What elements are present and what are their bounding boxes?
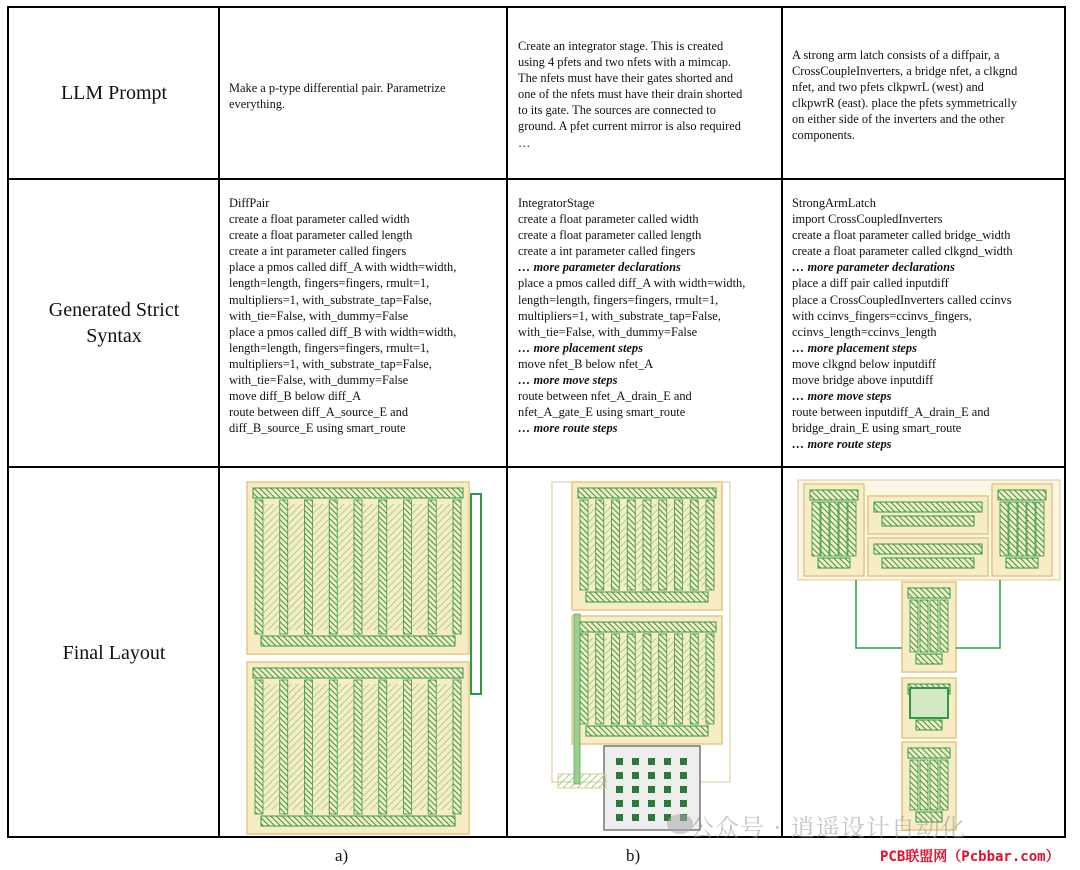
syntax-line: import CrossCoupledInverters <box>792 212 943 227</box>
finger <box>280 500 288 634</box>
watermark: 公众号 · 逍遥设计自动化 <box>690 814 966 842</box>
mimcap-via <box>664 758 671 765</box>
mimcap-via <box>648 814 655 821</box>
mimcap-via <box>680 786 687 793</box>
source-bar <box>882 558 974 568</box>
finger <box>612 500 620 590</box>
finger <box>848 502 856 556</box>
diffusion <box>588 504 596 586</box>
finger <box>706 634 714 724</box>
diffusion <box>604 504 612 586</box>
source-bar <box>818 558 850 568</box>
finger <box>354 680 362 814</box>
diffusion <box>288 684 305 810</box>
syntax-line: … more placement steps <box>792 340 917 355</box>
syntax-line: place a pmos called diff_A with width=width, <box>518 276 746 291</box>
syntax-line: multipliers=1, with_substrate_tap=False, <box>518 308 721 323</box>
finger <box>612 634 620 724</box>
mimcap-via <box>648 800 655 807</box>
row-header-syntax <box>9 180 219 466</box>
finger <box>627 500 635 590</box>
syntax-line: … more move steps <box>792 389 892 404</box>
finger <box>690 634 698 724</box>
mimcap-via <box>648 758 655 765</box>
syntax-line: … more route steps <box>518 421 618 436</box>
gate-bar <box>578 622 716 632</box>
syntax-line: route between nfet_A_drain_E and <box>518 389 692 404</box>
prompt-line: nfet, and two pfets clkpwrL (west) and <box>792 80 984 95</box>
finger <box>675 634 683 724</box>
row-header-layout-text: Final Layout <box>62 642 166 664</box>
diffusion <box>362 504 379 630</box>
syntax-line: bridge_drain_E using smart_route <box>792 421 962 436</box>
column-divider <box>506 8 508 836</box>
gate-bar <box>253 488 463 498</box>
prompt-line: on either side of the inverters and the other <box>792 112 1005 127</box>
syntax-line: … more route steps <box>792 437 892 452</box>
syntax-line: move nfet_B below nfet_A <box>518 356 654 371</box>
gate-bar <box>908 748 950 758</box>
diffusion <box>337 504 354 630</box>
syntax-line: move clkgnd below inputdiff <box>792 356 936 371</box>
prompt-line: using 4 pfets and two nfets with a mimcap. <box>518 55 732 70</box>
syntax-line: place a diff pair called inputdiff <box>792 276 949 291</box>
syntax-line: … more placement steps <box>518 340 643 355</box>
syntax-cell-a <box>229 195 504 436</box>
syntax-line: route between inputdiff_A_drain_E and <box>792 405 990 420</box>
finger <box>379 680 387 814</box>
mimcap-via <box>648 772 655 779</box>
mimcap-via <box>616 786 623 793</box>
diffusion <box>387 684 404 810</box>
syntax-line: move bridge above inputdiff <box>792 373 934 388</box>
route-wire <box>856 580 902 648</box>
finger <box>580 634 588 724</box>
route-wire <box>956 580 1000 648</box>
diffusion <box>313 504 330 630</box>
diffusion <box>288 504 305 630</box>
finger <box>255 680 263 814</box>
finger <box>920 600 928 652</box>
diffusion <box>698 638 706 720</box>
syntax-line: with_tie=False, with_dummy=False <box>518 324 698 339</box>
diffusion <box>436 684 453 810</box>
syntax-line: IntegratorStage <box>518 196 595 210</box>
syntax-line: create a float parameter called length <box>229 228 413 243</box>
finger <box>940 600 948 652</box>
diffusion <box>412 684 429 810</box>
diffusion <box>635 504 643 586</box>
prompt-cell-b <box>518 38 780 151</box>
diffusion <box>588 638 596 720</box>
gate-bar <box>908 588 950 598</box>
row-header-prompt <box>9 8 219 178</box>
diffusion <box>620 504 628 586</box>
row-header-syntax-line: Syntax <box>86 325 142 347</box>
finger <box>305 500 313 634</box>
finger <box>280 680 288 814</box>
prompt-line: Create an integrator stage. This is created <box>518 39 724 53</box>
syntax-line: StrongArmLatch <box>792 196 876 210</box>
diffusion <box>263 684 280 810</box>
mimcap-via <box>632 786 639 793</box>
column-divider <box>781 8 783 836</box>
diffusion <box>313 684 330 810</box>
syntax-line: nfet_A_gate_E using smart_route <box>518 405 686 420</box>
prompt-line: components. <box>792 128 855 143</box>
mimcap-via <box>632 772 639 779</box>
finger <box>812 502 820 556</box>
source-bar <box>1006 558 1038 568</box>
syntax-line: route between diff_A_source_E and <box>229 405 409 420</box>
syntax-line: multipliers=1, with_substrate_tap=False, <box>229 292 432 307</box>
finger <box>580 500 588 590</box>
syntax-line: create a float parameter called length <box>518 228 702 243</box>
prompt-line: CrossCoupleInverters, a bridge nfet, a clkgnd <box>792 64 1018 79</box>
prompt-line: A strong arm latch consists of a diffpair, a <box>792 48 1000 62</box>
syntax-line: … more parameter declarations <box>792 260 955 275</box>
mimcap-via <box>616 772 623 779</box>
prompt-line: The nfets must have their gates shorted and <box>518 71 734 86</box>
syntax-line: ccinvs_length=ccinvs_length <box>792 324 937 339</box>
prompt-line: to its gate. The sources are connected to <box>518 103 716 118</box>
finger <box>596 500 604 590</box>
finger <box>659 634 667 724</box>
finger <box>1036 502 1044 556</box>
prompt-line: ground. A pfet current mirror is also required <box>518 119 741 134</box>
prompt-line: Make a p-type differential pair. Parametrize <box>229 81 446 95</box>
mimcap-via <box>632 814 639 821</box>
syntax-line: DiffPair <box>229 196 270 210</box>
diffusion <box>412 504 429 630</box>
diffusion <box>683 504 691 586</box>
finger <box>329 500 337 634</box>
finger <box>839 502 847 556</box>
diffusion <box>620 638 628 720</box>
row-header-syntax-line: Generated Strict <box>48 299 180 321</box>
finger <box>930 600 938 652</box>
finger <box>930 760 938 810</box>
syntax-line: place a CrossCoupledInverters called ccinvs <box>792 292 1012 307</box>
syntax-line: … more parameter declarations <box>518 260 681 275</box>
finger <box>329 680 337 814</box>
gate-bar <box>578 488 716 498</box>
source-bar <box>261 636 455 646</box>
gate-bar <box>998 490 1046 500</box>
finger <box>428 500 436 634</box>
inputdiff-core <box>910 688 948 718</box>
gate-bar <box>253 668 463 678</box>
finger <box>428 680 436 814</box>
mimcap-via <box>680 772 687 779</box>
finger <box>596 634 604 724</box>
diffusion <box>667 504 675 586</box>
prompt-line: one of the nfets must have their drain shorted <box>518 87 743 102</box>
finger <box>830 502 838 556</box>
finger <box>659 500 667 590</box>
syntax-line: diff_B_source_E using smart_route <box>229 421 406 436</box>
mimcap-via <box>616 800 623 807</box>
gate-bar <box>810 490 858 500</box>
prompt-line: clkpwrR (east). place the pfets symmetrically <box>792 96 1018 111</box>
row-header-prompt-text: LLM Prompt <box>60 82 168 104</box>
mimcap-via <box>664 800 671 807</box>
finger <box>675 500 683 590</box>
finger <box>1018 502 1026 556</box>
syntax-cell-c <box>792 195 1064 453</box>
finger <box>821 502 829 556</box>
syntax-line: create a float parameter called bridge_width <box>792 228 1011 243</box>
prompt-cell-a <box>229 80 504 112</box>
source-bar <box>261 816 455 826</box>
syntax-cell-b <box>518 195 780 436</box>
finger <box>690 500 698 590</box>
syntax-line: place a pmos called diff_B with width=width, <box>229 324 457 339</box>
prompt-line: … <box>518 135 531 150</box>
mimcap-via <box>664 772 671 779</box>
mimcap-via <box>616 814 623 821</box>
finger <box>255 500 263 634</box>
mimcap-via <box>680 758 687 765</box>
source-bar <box>586 726 708 736</box>
finger <box>643 500 651 590</box>
mimcap-via <box>648 786 655 793</box>
diffusion <box>362 684 379 810</box>
source-bar <box>882 516 974 526</box>
syntax-line: with_tie=False, with_dummy=False <box>229 308 409 323</box>
finger <box>627 634 635 724</box>
syntax-line: length=length, fingers=fingers, rmult=1, <box>229 276 430 291</box>
diffusion <box>635 638 643 720</box>
mimcap-via <box>680 800 687 807</box>
site-credit: PCB联盟网（Pcbbar.com） <box>880 849 1060 865</box>
route-wire <box>574 614 580 784</box>
mimcap-via <box>616 758 623 765</box>
diffusion <box>387 504 404 630</box>
finger <box>940 760 948 810</box>
syntax-line: create a int parameter called fingers <box>518 244 696 259</box>
syntax-line: create a int parameter called fingers <box>229 244 407 259</box>
route-wire <box>558 774 606 788</box>
syntax-line: length=length, fingers=fingers, rmult=1, <box>518 292 719 307</box>
caption-a: a) <box>335 846 349 865</box>
diffusion <box>698 504 706 586</box>
syntax-line: … more move steps <box>518 373 618 388</box>
finger <box>305 680 313 814</box>
finger <box>1000 502 1008 556</box>
source-bar <box>586 592 708 602</box>
gate-bar <box>874 544 982 554</box>
layout-diffpair <box>239 474 489 836</box>
syntax-line: create a float parameter called width <box>229 212 410 227</box>
syntax-line: create a float parameter called clkgnd_width <box>792 244 1013 259</box>
diffusion <box>651 504 659 586</box>
syntax-line: length=length, fingers=fingers, rmult=1, <box>229 340 430 355</box>
diffusion <box>667 638 675 720</box>
finger <box>920 760 928 810</box>
syntax-line: multipliers=1, with_substrate_tap=False, <box>229 356 432 371</box>
source-bar <box>916 720 942 730</box>
diffusion <box>337 684 354 810</box>
diffusion <box>436 504 453 630</box>
finger <box>453 500 461 634</box>
diffusion <box>263 504 280 630</box>
gate-bar <box>874 502 982 512</box>
caption-b: b) <box>626 846 641 865</box>
finger <box>404 680 412 814</box>
route-wire <box>471 494 481 694</box>
finger <box>643 634 651 724</box>
prompt-cell-c <box>792 47 1064 144</box>
figure-table <box>7 6 1066 838</box>
finger <box>404 500 412 634</box>
source-bar <box>916 654 942 664</box>
syntax-line: move diff_B below diff_A <box>229 389 362 404</box>
layout-strongarm <box>794 474 1064 836</box>
syntax-line: with_tie=False, with_dummy=False <box>229 373 409 388</box>
mimcap-via <box>632 800 639 807</box>
syntax-line: place a pmos called diff_A with width=width, <box>229 260 457 275</box>
syntax-line: create a float parameter called width <box>518 212 699 227</box>
mimcap-via <box>664 786 671 793</box>
prompt-line: everything. <box>229 97 286 112</box>
finger <box>1009 502 1017 556</box>
finger <box>706 500 714 590</box>
diffusion <box>604 638 612 720</box>
row-header-layout <box>9 468 219 838</box>
finger <box>379 500 387 634</box>
finger <box>453 680 461 814</box>
finger <box>910 760 918 810</box>
syntax-line: with ccinvs_fingers=ccinvs_fingers, <box>792 308 972 323</box>
finger <box>1027 502 1035 556</box>
mimcap-via <box>632 758 639 765</box>
layout-integrator <box>544 474 734 836</box>
finger <box>910 600 918 652</box>
finger <box>354 500 362 634</box>
diffusion <box>683 638 691 720</box>
diffusion <box>651 638 659 720</box>
